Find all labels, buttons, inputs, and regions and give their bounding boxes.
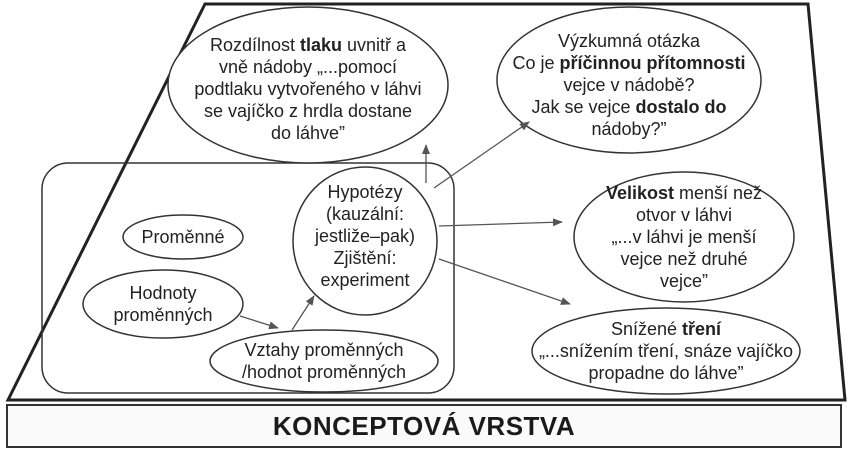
hypothesis-text: Hypotézy (kauzální: jestliže–pak) Zjištění: experiment: [314, 182, 416, 290]
layer-title: KONCEPTOVÁ VRSTVA: [272, 410, 576, 441]
variables-text: Proměnné: [141, 227, 225, 247]
pressure-text: Rozdílnost tlaku uvnitř a vně nádoby „...pomocí podtlaku vytvořeného v láhvi se vajíčko z hrdla dostane do láhve”: [194, 35, 422, 143]
layer-banner: [6, 404, 842, 448]
question-text: Výzkumná otázka Co je příčinnou přítomnosti vejce v nádobě? Jak se vejce dostalo do nádoby?”: [512, 31, 746, 139]
relations-text: Vztahy proměnných /hodnot proměnných: [241, 340, 407, 382]
friction-text: Snížené tření „...snížením tření, snáze vajíčko propadne do láhve”: [538, 319, 794, 383]
values-text: Hodnoty proměnných: [113, 283, 213, 325]
size-text: Velikost menší než otvor v láhvi „...v láhvi je menší vejce než druhé vejce”: [605, 183, 763, 291]
